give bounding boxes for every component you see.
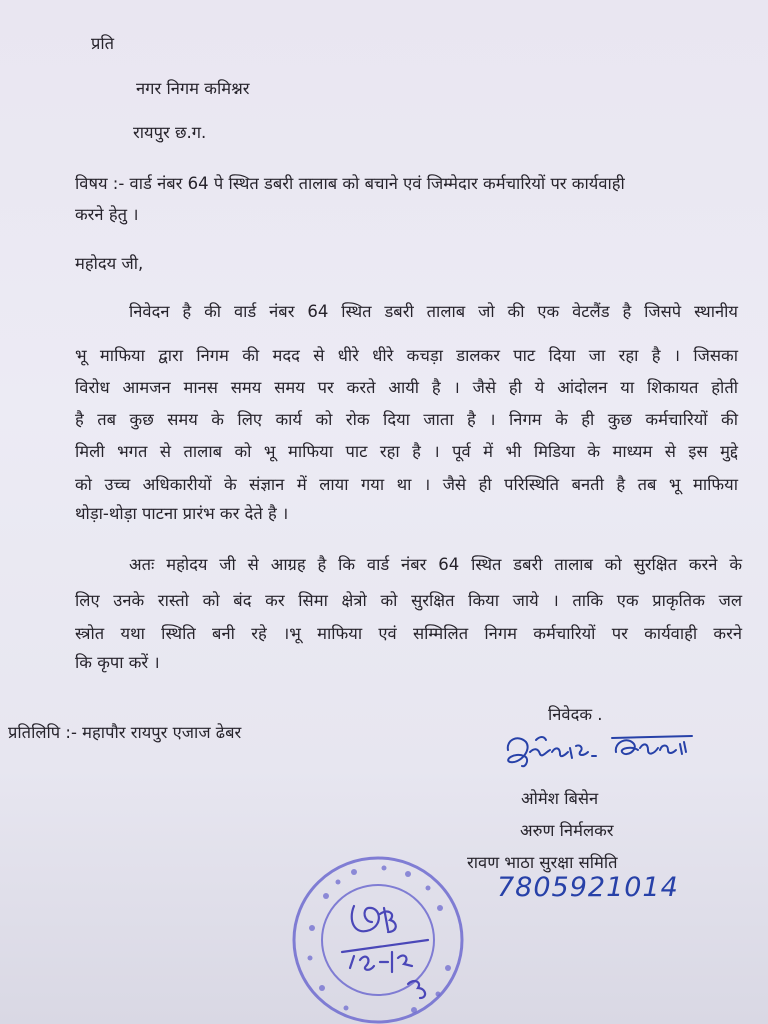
para1-line: भू माफिया द्वारा निगम की मदद से धीरे धीरे कचड़ा डालकर पाट दिया जा रहा है । जिसका bbox=[75, 346, 738, 365]
recipient: नगर निगम कमिश्नर bbox=[136, 79, 250, 98]
phone-number: 7805921014 bbox=[497, 872, 679, 903]
subject-line-2: करने हेतु । bbox=[75, 205, 139, 224]
para1-line: है तब कुछ समय के लिए कार्य को रोक दिया जाता है । निगम के ही कुछ कर्मचारियों की bbox=[75, 410, 738, 429]
para1-line: मिली भगत से तालाब को भू माफिया पाट रहा है । पूर्व में भी मिडिया के माध्यम से इस मुद्दे bbox=[75, 442, 738, 461]
para1-line: को उच्च अधिकारीयों के संज्ञान में लाया गया था । जैसे ही परिस्थिति बनती है तब भू माफिया bbox=[75, 475, 738, 494]
para2-line: स्त्रोत यथा स्थिति बनी रहे ।भू माफिया एवं सम्मिलित निगम कर्मचारियों पर कार्यवाही करने bbox=[75, 624, 742, 643]
to-label: प्रति bbox=[91, 34, 115, 53]
para1-line: विरोध आमजन मानस समय समय पर करते आयी है । जैसे ही ये आंदोलन या शिकायत होती bbox=[75, 378, 738, 397]
copy-to: प्रतिलिपि :- महापौर रायपुर एजाज ढेबर bbox=[8, 723, 242, 742]
para2-line: अतः महोदय जी से आग्रह है कि वार्ड नंबर 64 स्थित डबरी तालाब को सुरक्षित करने के bbox=[129, 555, 742, 574]
para2-line: कि कृपा करें । bbox=[75, 653, 160, 672]
salutation: महोदय जी, bbox=[75, 254, 144, 273]
signatory-1: ओमेश बिसेन bbox=[521, 789, 599, 808]
applicant-label: निवेदक . bbox=[548, 705, 603, 724]
place: रायपुर छ.ग. bbox=[133, 123, 207, 142]
organization: रावण भाठा सुरक्षा समिति bbox=[467, 853, 618, 872]
signatory-2: अरुण निर्मलकर bbox=[520, 821, 614, 840]
subject-line-1: विषय :- वार्ड नंबर 64 पे स्थित डबरी तालाब को बचाने एवं जिम्मेदार कर्मचारियों पर कार्यवाही bbox=[75, 174, 625, 193]
handwritten-signature bbox=[496, 722, 726, 782]
para1-line: थोड़ा-थोड़ा पाटना प्रारंभ कर देते है । bbox=[75, 504, 289, 523]
para2-line: लिए उनके रास्तो को बंद कर सिमा क्षेत्रो को सुरक्षित किया जाये । ताकि एक प्राकृतिक जल bbox=[75, 591, 742, 610]
para1-line: निवेदन है की वार्ड नंबर 64 स्थित डबरी तालाब जो की एक वेटलैंड है जिसपे स्थानीय bbox=[129, 302, 738, 321]
rubber-stamp bbox=[288, 848, 468, 1024]
